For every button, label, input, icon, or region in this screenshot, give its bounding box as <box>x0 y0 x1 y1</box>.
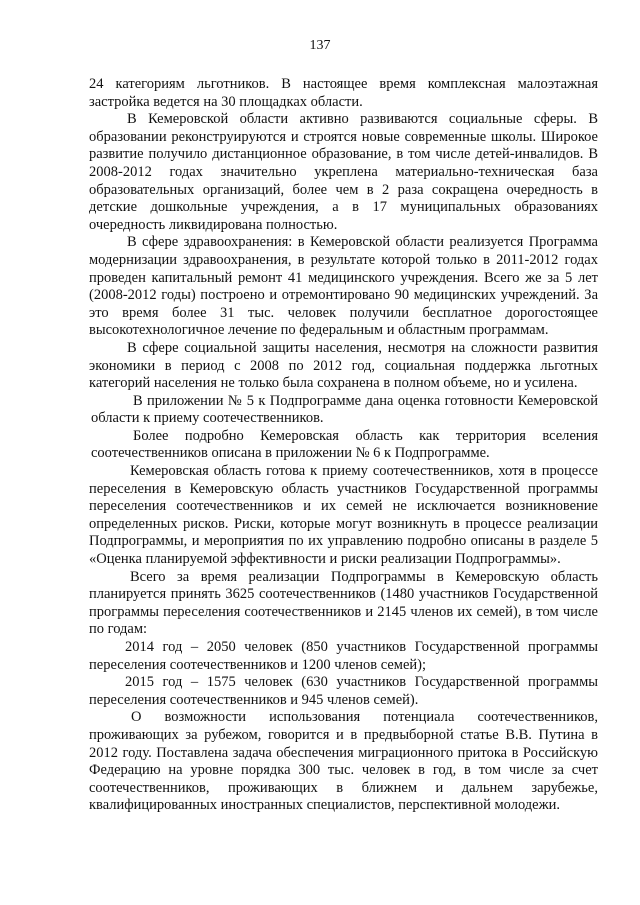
paragraph-housing: 24 категориям льготников. В настоящее время комплексная малоэтажная застройка ведется на 30 площадках области. <box>89 76 598 110</box>
paragraph-total-plan: Всего за время реализации Подпрограммы в Кемеровскую область планируется принять 3625 соотечественников (1480 участников Государственной программы переселения соотечественников и 2145 членов их семей), в том числе по годам: <box>89 568 598 638</box>
paragraph-year-2014: 2014 год – 2050 человек (850 участников Государственной программы переселения соотечественников и 1200 членов семей); <box>89 639 598 673</box>
body-text <box>89 76 598 815</box>
paragraph-compatriots-potential: О возможности использования потенциала соотечественников, проживающих за рубежом, говорится и в предвыборной статье В.В. Путина в 2012 году. Поставлена задача обеспечения миграционного притока в Российскую Федерацию на уровне порядка 300 тыс. человек в год, в том числе за счет соотечественников, проживающих в ближнем и дальнем зарубежье, квалифицированных иностранных специалистов, перспективной молодежи. <box>89 709 598 814</box>
paragraph-readiness-risks: Кемеровская область готова к приему соотечественников, хотя в процессе переселения в Кемеровскую область участников Государственной программы переселения соотечественников и их семей не исключается возникновение определенных рисков. Риски, которые могут возникнуть в процессе реализации Подпрограммы, и мероприятия по их управлению подробно описаны в разделе 5 «Оценка планируемой эффективности и риски реализации Подпрограммы». <box>89 463 598 568</box>
paragraph-healthcare: В сфере здравоохранения: в Кемеровской области реализуется Программа модернизации здравоохранения, в результате которой только в 2011-2012 годах проведен капитальный ремонт 41 медицинского учреждения. Всего же за 5 лет (2008-2012 годы) построено и отремонтировано 90 медицинских учреждений. За это время более 31 тыс. человек получили бесплатное дорогостоящее высокотехнологичное лечение по федеральным и областным программам. <box>89 234 598 339</box>
paragraph-education: В Кемеровской области активно развиваются социальные сферы. В образовании реконструируются и строятся новые современные школы. Широкое развитие получило дистанционное образование, в том числе детей-инвалидов. В 2008-2012 годах значительно укреплена материально-техническая база образовательных организаций, более чем в 2 раза сокращена очередность в детские дошкольные учреждения, а в 17 муниципальных образованиях очередность ликвидирована полностью. <box>89 111 598 233</box>
paragraph-appendix-5: В приложении № 5 к Подпрограмме дана оценка готовности Кемеровской области к приему соотечественников. <box>91 392 598 427</box>
paragraph-year-2015: 2015 год – 1575 человек (630 участников Государственной программы переселения соотечественников и 945 членов семей). <box>89 674 598 708</box>
paragraph-social-protection: В сфере социальной защиты населения, несмотря на сложности развития экономики в период с 2008 по 2012 год, социальная поддержка льготных категорий населения не только была сохранена в полном объеме, но и усилена. <box>89 339 598 392</box>
page-number: 137 <box>309 38 331 53</box>
paragraph-appendix-6: Более подробно Кемеровская область как территория вселения соотечественников описана в приложении № 6 к Подпрограмме. <box>91 427 598 462</box>
